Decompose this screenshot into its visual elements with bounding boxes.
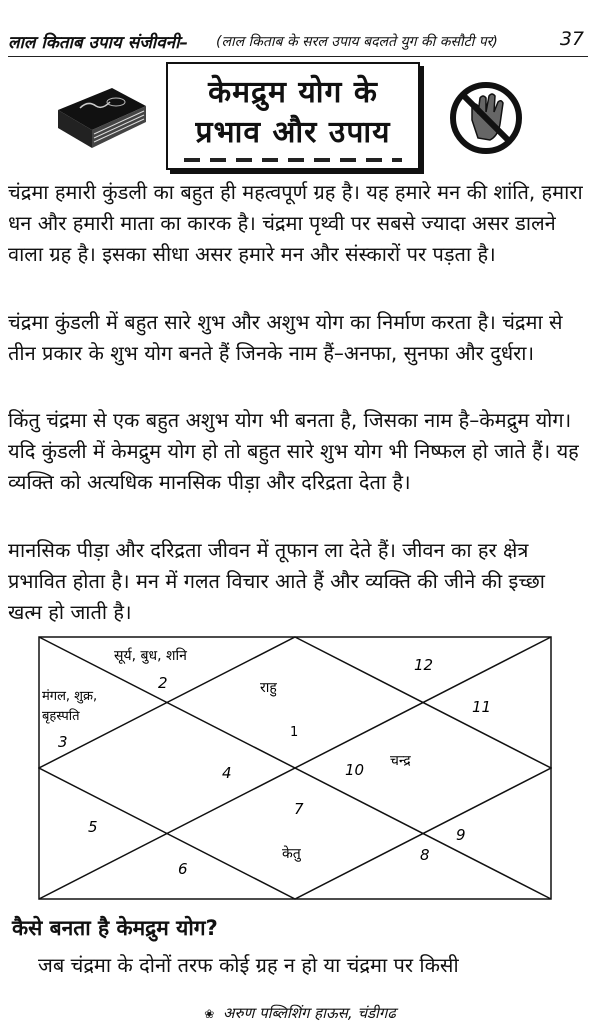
planets-house-3-line-1: मंगल, शुक्र,: [42, 689, 98, 704]
planet-rahu: राहु: [260, 680, 277, 696]
stop-hand-icon: [448, 80, 524, 156]
house-number-2: 2: [158, 674, 168, 692]
section-subheading: कैसे बनता है केमद्रुम योग?: [12, 916, 218, 940]
planets-house-2: सूर्य, बुध, शनि: [114, 648, 187, 664]
paragraph-1: चंद्रमा हमारी कुंडली का बहुत ही महत्वपूर्ण ग्रह है। यह हमारे मन की शांति, हमारा धन और हमारी माता का कारक है। चंद्रमा पृथ्वी पर सबसे ज्यादा असर डालने वाला ग्रह है। इसका सीधा असर हमारे मन और संस्कारों पर पड़ता है।: [8, 180, 583, 266]
chapter-title-line-1: केमद्रुम योग के: [208, 75, 378, 110]
book-title: लाल किताब उपाय संजीवनी–: [8, 33, 189, 53]
publisher-logo-icon: ❀: [204, 1007, 215, 1021]
kundli-chart: [38, 636, 552, 900]
paragraph-5: जब चंद्रमा के दोनों तरफ कोई ग्रह न हो या चंद्रमा पर किसी: [38, 953, 459, 977]
chapter-title-line-2: प्रभाव और उपाय: [195, 115, 391, 150]
title-underline-dashes: [184, 158, 402, 162]
house-number-8: 8: [420, 846, 430, 864]
house-number-3: 3: [58, 733, 68, 751]
house-number-10: 10: [345, 761, 365, 779]
house-number-12: 12: [414, 656, 434, 674]
house-number-1: 1: [290, 725, 299, 740]
paragraph-2: चंद्रमा कुंडली में बहुत सारे शुभ और अशुभ योग का निर्माण करता है। चंद्रमा से तीन प्रकार के शुभ योग बनते हैं जिनके नाम हैं–अनफा, सुनफा और दुर्धरा।: [8, 310, 563, 365]
house-number-9: 9: [456, 826, 466, 844]
planet-chandra: चन्द्र: [390, 753, 411, 769]
house-number-5: 5: [88, 818, 98, 836]
page-footer: [0, 1003, 600, 1023]
page-number: 37: [559, 28, 584, 50]
publisher-name: अरुण पब्लिशिंग हाऊस, चंडीगढ: [223, 1004, 396, 1022]
chapter-title-box: [166, 62, 420, 170]
planet-ketu: केतु: [282, 846, 301, 862]
house-number-6: 6: [178, 860, 188, 878]
paragraph-4: मानसिक पीड़ा और दरिद्रता जीवन में तूफान ला देते हैं। जीवन का हर क्षेत्र प्रभावित होता है। मन में गलत विचार आते हैं और व्यक्ति की जीने की इच्छा खत्म हो जाती है।: [8, 538, 545, 624]
lal-kitab-book-icon: [50, 80, 150, 152]
house-number-11: 11: [472, 698, 492, 716]
page-header: [8, 26, 588, 57]
planets-house-3-line-2: बृहस्पति: [42, 709, 80, 724]
house-number-4: 4: [222, 764, 232, 782]
house-number-7: 7: [294, 800, 304, 818]
book-subtitle: (लाल किताब के सरल उपाय बदलते युग की कसौटी पर): [216, 34, 498, 50]
paragraph-3: किंतु चंद्रमा से एक बहुत अशुभ योग भी बनता है, जिसका नाम है–केमद्रुम योग। यदि कुंडली में केमद्रुम योग हो तो बहुत सारे शुभ योग भी निष्फल हो जाते हैं। यह व्यक्ति को अत्यधिक मानसिक पीड़ा और दरिद्रता देता है।: [8, 408, 579, 494]
